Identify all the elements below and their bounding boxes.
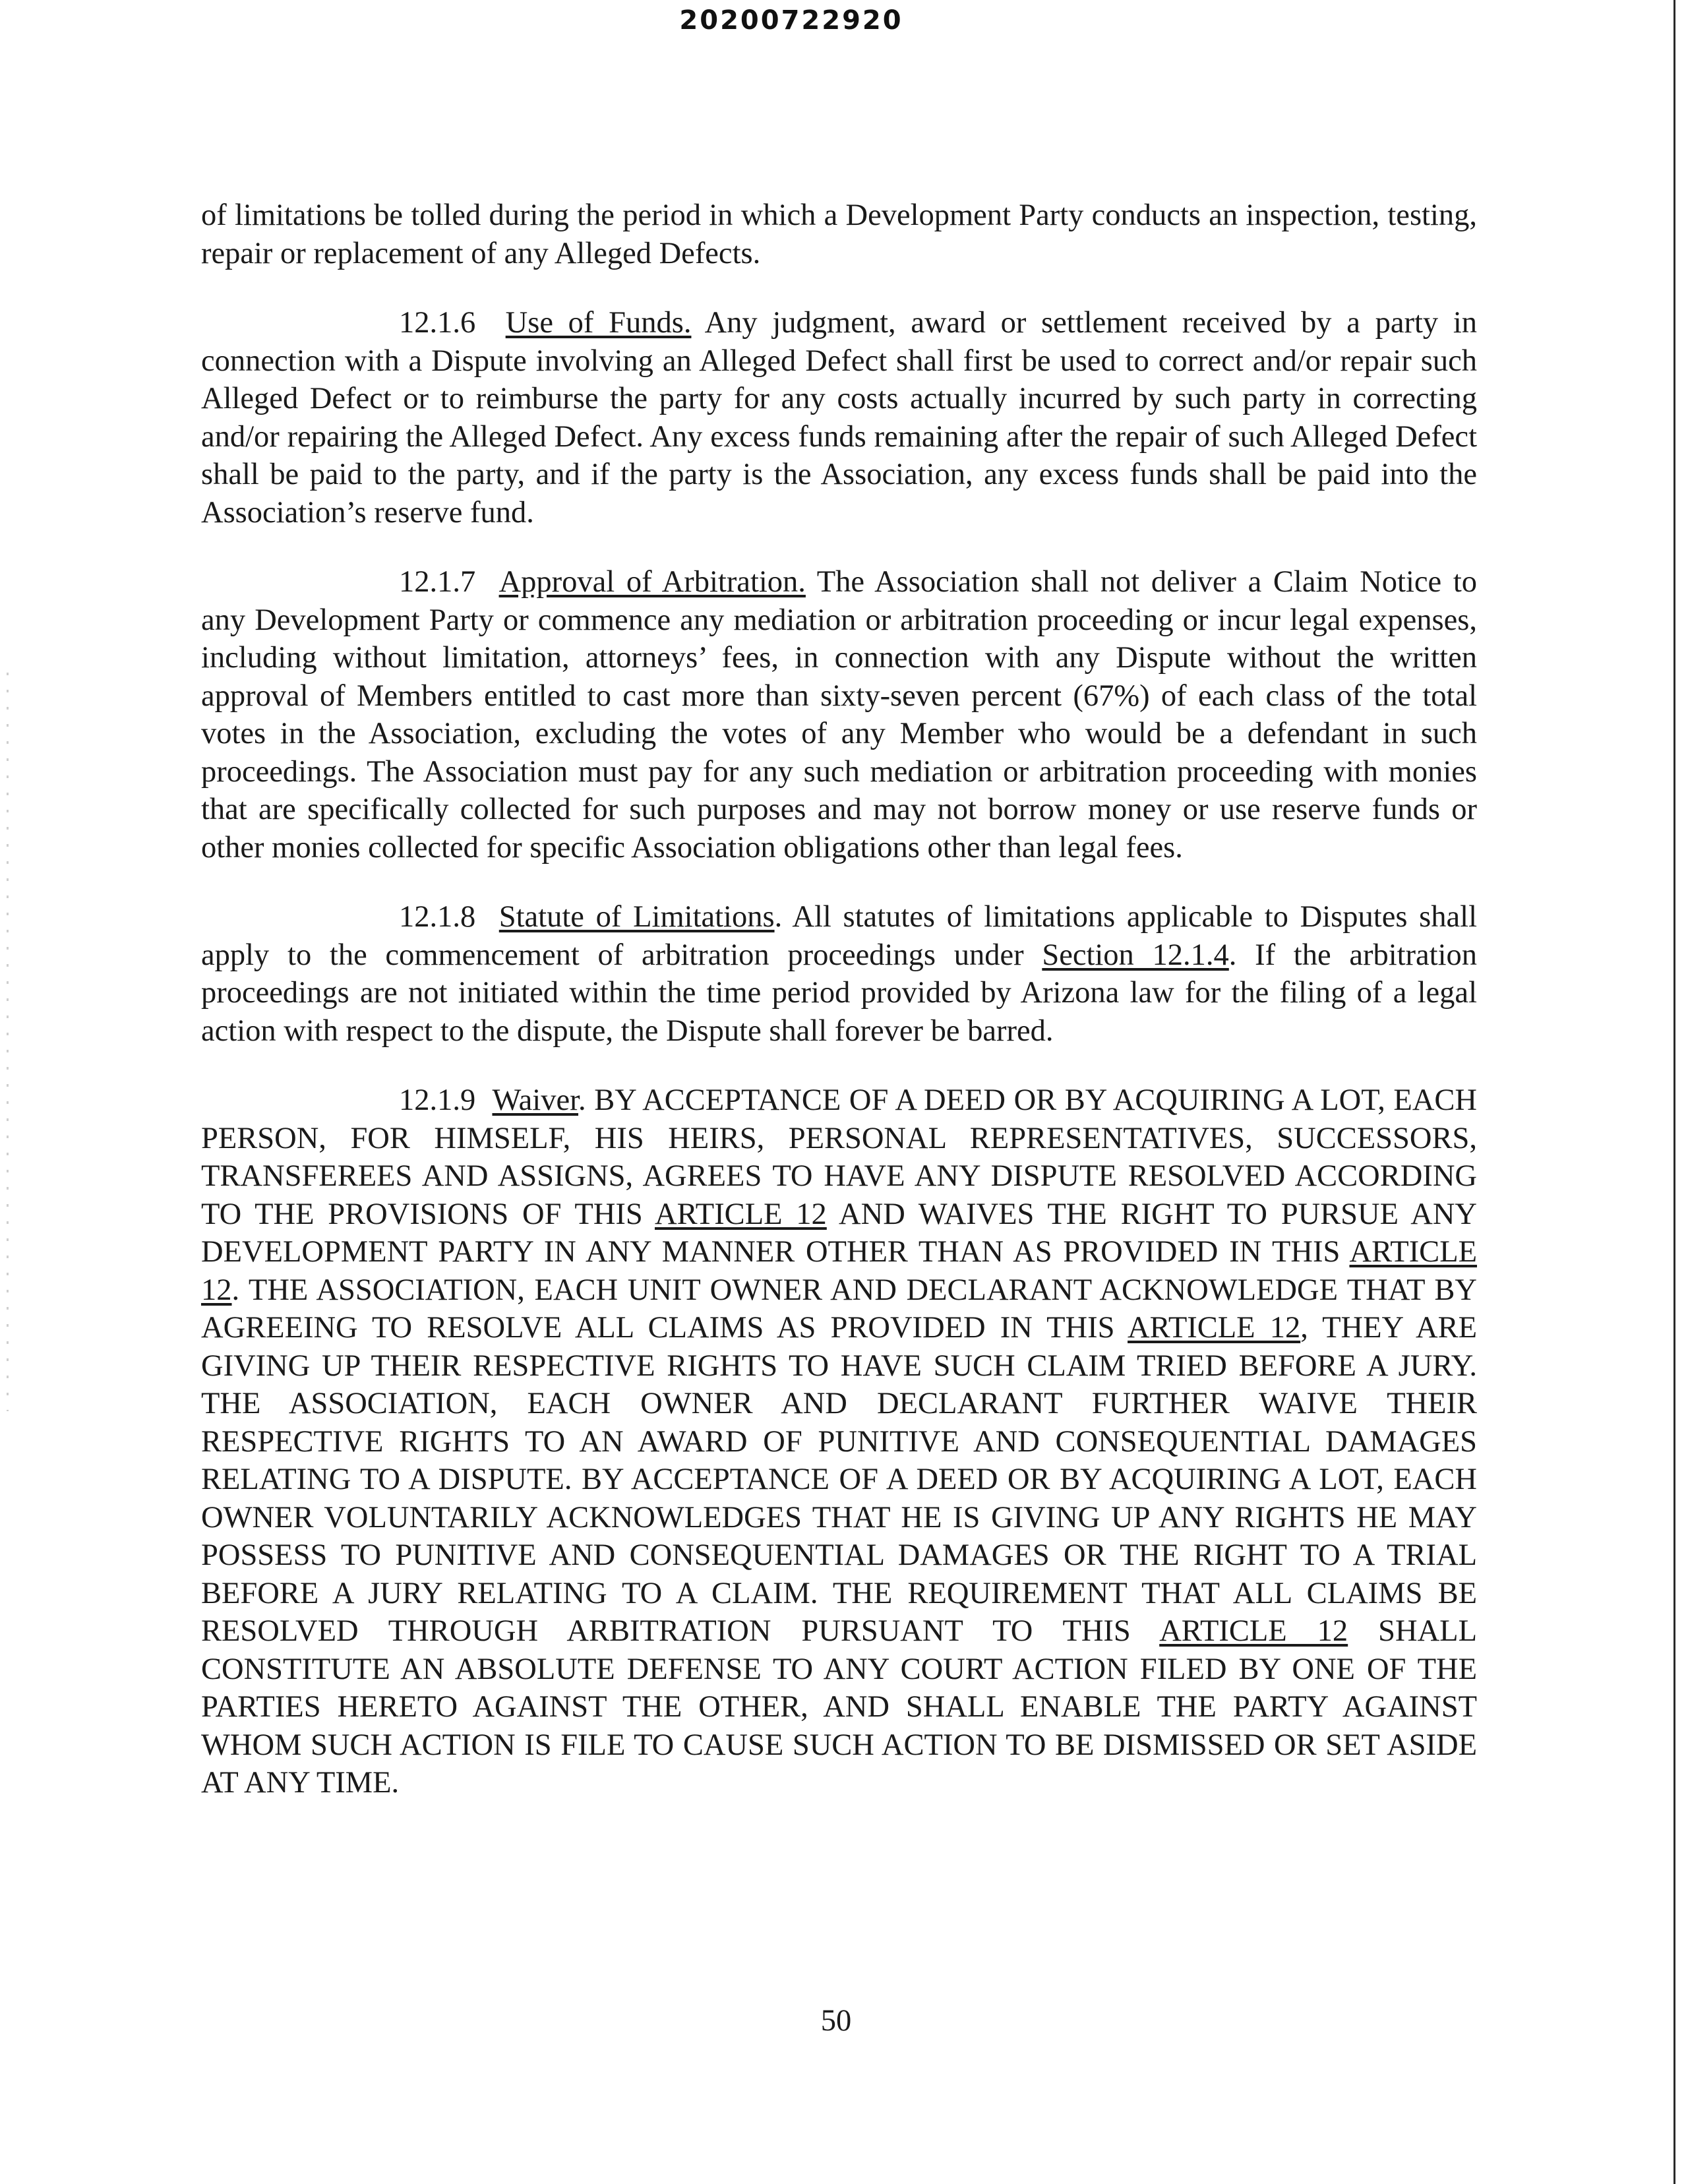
section-12-1-7 bbox=[201, 563, 1477, 866]
scan-margin-specks bbox=[7, 673, 9, 1411]
section-heading: Approval of Arbitration. bbox=[498, 565, 806, 599]
section-heading: Use of Funds. bbox=[505, 306, 692, 340]
section-heading: Waiver bbox=[492, 1083, 579, 1117]
scan-edge-line bbox=[1673, 0, 1675, 2184]
section-body: The Association shall not deliver a Claim Notice to any Development Party or commence any mediation or arbitration proceeding or incur legal expenses, including without limitation, attorneys’ fees, in connection with any Dispute without the written approval of Members entitled to cast more than sixty-seven percent (67%) of each class of the total votes in the Association, excluding the votes of any Member who would be a defendant in such proceedings. The Association must pay for any such mediation or arbitration proceeding with monies that are specifically collected for such purposes and may not borrow money or use reserve funds or other monies collected for specific Association obligations other than legal fees. bbox=[201, 565, 1477, 864]
section-body: . All statutes of limitations applicable to Disputes shall apply to the commencement of arbitration proceedings under bbox=[201, 900, 1477, 972]
section-body: SHALL CONSTITUTE AN ABSOLUTE DEFENSE TO ANY COURT ACTION FILED BY ONE OF THE PARTIES HERETO AGAINST THE OTHER, AND SHALL ENABLE THE PARTY AGAINST WHOM SUCH ACTION IS FILE TO CAUSE SUCH ACTION TO BE DISMISSED OR SET ASIDE AT ANY TIME. bbox=[201, 1614, 1477, 1800]
article-reference: ARTICLE 12 bbox=[1159, 1614, 1348, 1648]
section-number: 12.1.6 bbox=[399, 306, 476, 340]
recording-number: 20200722920 bbox=[679, 5, 903, 36]
article-reference: ARTICLE 12 bbox=[201, 1235, 1477, 1307]
article-reference: ARTICLE 12 bbox=[654, 1197, 827, 1231]
section-12-1-6 bbox=[201, 304, 1477, 531]
section-12-1-9 bbox=[201, 1081, 1477, 1802]
section-reference: Section 12.1.4 bbox=[1042, 938, 1229, 972]
section-heading: Statute of Limitations bbox=[498, 900, 775, 934]
paragraph-continuation bbox=[201, 197, 1477, 272]
section-number: 12.1.8 bbox=[399, 900, 476, 934]
article-reference: ARTICLE 12 bbox=[1128, 1311, 1301, 1345]
section-body: Any judgment, award or settlement received by a party in connection with a Dispute involving an Alleged Defect shall first be used to correct and/or repair such Alleged Defect or to reimburse the party for any costs actually incurred by such party in correcting and/or repairing the Alleged Defect. Any excess funds remaining after the repair of such Alleged Defect shall be paid to the party, and if the party is the Association, any excess funds shall be paid into the Association’s reserve fund. bbox=[201, 306, 1477, 530]
section-12-1-8 bbox=[201, 898, 1477, 1050]
paragraph-text: of limitations be tolled during the period in which a Development Party conducts an inspection, testing, repair or replacement of any Alleged Defects. bbox=[201, 198, 1477, 270]
section-number: 12.1.9 bbox=[399, 1083, 476, 1117]
section-body: AND WAIVES THE RIGHT TO PURSUE ANY DEVELOPMENT PARTY IN ANY MANNER OTHER THAN AS PROVIDED IN THIS bbox=[201, 1197, 1477, 1269]
document-body bbox=[201, 197, 1477, 1834]
section-number: 12.1.7 bbox=[399, 565, 476, 599]
section-body: . THE ASSOCIATION, EACH UNIT OWNER AND DECLARANT ACKNOWLEDGE THAT BY AGREEING TO RESOLVE ALL CLAIMS AS PROVIDED IN THIS bbox=[201, 1273, 1477, 1345]
section-body: , THEY ARE GIVING UP THEIR RESPECTIVE RIGHTS TO HAVE SUCH CLAIM TRIED BEFORE A JURY. THE ASSOCIATION, EACH OWNER AND DECLARANT FURTHER WAIVE THEIR RESPECTIVE RIGHTS TO AN AWARD OF PUNITIVE AND CONSEQUENTIAL DAMAGES RELATING TO A DISPUTE. BY ACCEPTANCE OF A DEED OR BY ACQUIRING A LOT, EACH OWNER VOLUNTARILY ACKNOWLEDGES THAT HE IS GIVING UP ANY RIGHTS HE MAY POSSESS TO PUNITIVE AND CONSEQUENTIAL DAMAGES OR THE RIGHT TO A TRIAL BEFORE A JURY RELATING TO A CLAIM. THE REQUIREMENT THAT ALL CLAIMS BE RESOLVED THROUGH ARBITRATION PURSUANT TO THIS bbox=[201, 1311, 1477, 1648]
page-number: 50 bbox=[820, 2004, 852, 2038]
section-body: . If the arbitration proceedings are not initiated within the time period provided by Arizona law for the filing of a legal action with respect to the dispute, the Dispute shall forever be barred. bbox=[201, 938, 1478, 1048]
section-body: . BY ACCEPTANCE OF A DEED OR BY ACQUIRING A LOT, EACH PERSON, FOR HIMSELF, HIS HEIRS, PERSONAL REPRESENTATIVES, SUCCESSORS, TRANSFEREES AND ASSIGNS, AGREES TO HAVE ANY DISPUTE RESOLVED ACCORDING TO THE PROVISIONS OF THIS bbox=[201, 1083, 1478, 1231]
